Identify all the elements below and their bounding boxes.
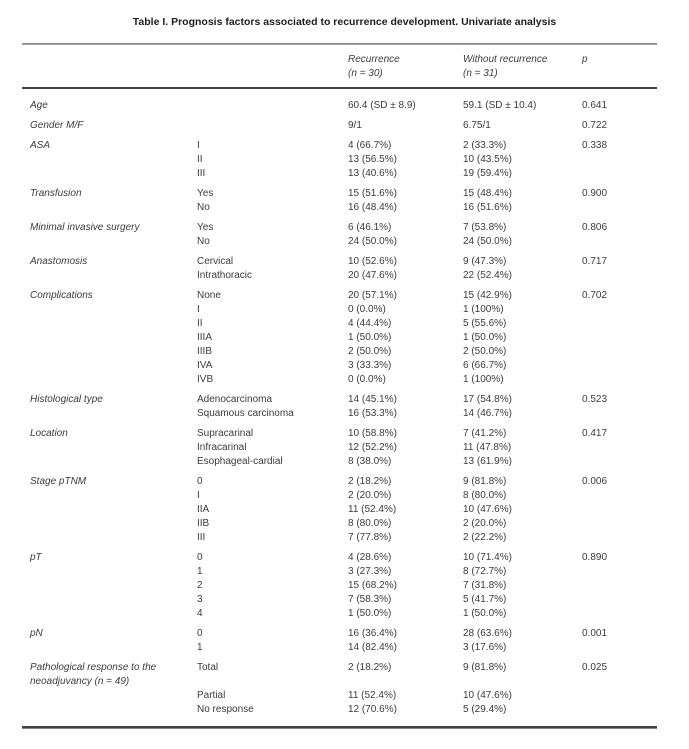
without-recurrence-value-cell: 28 (63.6%) <box>463 628 512 639</box>
without-recurrence-value-cell: 6.75/1 <box>463 120 491 131</box>
recurrence-value-cell: 0 (0.0%) <box>348 304 386 315</box>
category-cell: II <box>197 154 203 165</box>
recurrence-value-cell: 10 (58.8%) <box>348 428 397 439</box>
table-row <box>22 545 657 565</box>
table-body <box>22 88 657 726</box>
without-recurrence-value-cell: 9 (47.3%) <box>463 256 507 267</box>
p-value-cell: 0.001 <box>582 628 608 639</box>
category-cell: Infracarinal <box>197 442 247 453</box>
without-recurrence-value-cell: 1 (100%) <box>463 304 504 315</box>
category-cell: No <box>197 236 210 247</box>
recurrence-value-cell: 12 (70.6%) <box>348 704 397 715</box>
table-row <box>22 215 657 235</box>
table-row <box>22 345 657 359</box>
table-row <box>22 703 657 726</box>
factor-cell <box>22 531 197 545</box>
category-cell: Supracarinal <box>197 428 254 439</box>
p-value-cell <box>582 579 657 593</box>
header-p-cell: p <box>582 45 657 88</box>
factor-cell <box>22 345 197 359</box>
factor-cell: Histological type <box>30 394 103 405</box>
header-recurrence-line1: Recurrence <box>348 54 400 65</box>
recurrence-value-cell: 13 (56.5%) <box>348 154 397 165</box>
recurrence-value-cell: 16 (48.4%) <box>348 202 397 213</box>
header-recurrence-line2: (n = 30) <box>348 68 383 79</box>
factor-cell <box>22 503 197 517</box>
without-recurrence-value-cell: 5 (29.4%) <box>463 704 507 715</box>
table-row <box>22 373 657 387</box>
factor-cell: Stage pTNM <box>30 476 87 487</box>
category-cell: Adenocarcinoma <box>197 394 273 405</box>
without-recurrence-value-cell: 9 (81.8%) <box>463 476 507 487</box>
p-value-cell <box>582 641 657 655</box>
without-recurrence-value-cell: 59.1 (SD ± 10.4) <box>463 100 537 111</box>
category-cell: III <box>197 168 206 179</box>
table-row <box>22 593 657 607</box>
without-recurrence-value-cell: 10 (43.5%) <box>463 154 512 165</box>
p-value-cell: 0.006 <box>582 476 608 487</box>
factor-cell: ASA <box>30 140 51 151</box>
category-cell: III <box>197 532 206 543</box>
without-recurrence-value-cell: 7 (31.8%) <box>463 580 507 591</box>
factor-cell: Minimal invasive surgery <box>30 222 140 233</box>
factor-cell <box>22 407 197 421</box>
p-value-cell <box>582 167 657 181</box>
factor-cell <box>22 235 197 249</box>
without-recurrence-value-cell: 10 (47.6%) <box>463 504 512 515</box>
recurrence-value-cell: 15 (68.2%) <box>348 580 397 591</box>
table-row <box>22 201 657 215</box>
without-recurrence-value-cell: 15 (48.4%) <box>463 188 512 199</box>
factor-cell <box>22 455 197 469</box>
factor-cell <box>22 565 197 579</box>
without-recurrence-value-cell: 16 (51.6%) <box>463 202 512 213</box>
without-recurrence-value-cell: 19 (59.4%) <box>463 168 512 179</box>
without-recurrence-value-cell: 17 (54.8%) <box>463 394 512 405</box>
p-value-cell <box>582 345 657 359</box>
factor-cell <box>22 593 197 607</box>
category-cell: Esophageal-cardial <box>197 456 283 467</box>
category-cell: 4 <box>197 608 203 619</box>
table-row <box>22 317 657 331</box>
category-cell <box>197 113 348 133</box>
without-recurrence-value-cell: 22 (52.4%) <box>463 270 512 281</box>
without-recurrence-value-cell: 7 (53.8%) <box>463 222 507 233</box>
factor-cell: Age <box>30 100 48 111</box>
p-value-cell <box>582 331 657 345</box>
without-recurrence-value-cell: 10 (47.6%) <box>463 690 512 701</box>
without-recurrence-value-cell: 14 (46.7%) <box>463 408 512 419</box>
table-row <box>22 235 657 249</box>
category-cell: IVB <box>197 374 214 385</box>
recurrence-value-cell: 14 (82.4%) <box>348 642 397 653</box>
recurrence-value-cell: 3 (27.3%) <box>348 566 392 577</box>
recurrence-value-cell: 6 (46.1%) <box>348 222 392 233</box>
univariate-analysis-table <box>22 43 657 729</box>
recurrence-value-cell: 11 (52.4%) <box>348 690 397 701</box>
table-row <box>22 153 657 167</box>
category-cell: None <box>197 290 221 301</box>
category-cell: 1 <box>197 566 203 577</box>
table-row <box>22 133 657 153</box>
table-row <box>22 607 657 621</box>
table-row <box>22 517 657 531</box>
table-row <box>22 579 657 593</box>
without-recurrence-value-cell: 2 (33.3%) <box>463 140 507 151</box>
table-row <box>22 503 657 517</box>
table-row <box>22 455 657 469</box>
p-value-cell <box>582 607 657 621</box>
table-row <box>22 359 657 373</box>
without-recurrence-value-cell: 1 (50.0%) <box>463 332 507 343</box>
factor-cell <box>22 359 197 373</box>
header-category-cell <box>197 45 348 88</box>
recurrence-value-cell: 4 (28.6%) <box>348 552 392 563</box>
p-value-cell <box>582 407 657 421</box>
category-cell: 0 <box>197 552 203 563</box>
category-cell: IIA <box>197 504 210 515</box>
category-cell: I <box>197 140 200 151</box>
table-row <box>22 331 657 345</box>
factor-cell <box>22 579 197 593</box>
category-cell: No <box>197 202 210 213</box>
header-without-recurrence-line2: (n = 31) <box>463 68 498 79</box>
category-cell: 0 <box>197 476 203 487</box>
without-recurrence-value-cell: 2 (22.2%) <box>463 532 507 543</box>
p-value-cell <box>582 269 657 283</box>
recurrence-value-cell: 20 (57.1%) <box>348 290 397 301</box>
factor-cell: pT <box>30 552 42 563</box>
paper-table-page <box>0 15 689 729</box>
recurrence-value-cell: 14 (45.1%) <box>348 394 397 405</box>
category-cell: Yes <box>197 222 214 233</box>
p-value-cell <box>582 489 657 503</box>
recurrence-value-cell: 7 (58.3%) <box>348 594 392 605</box>
p-value-cell: 0.806 <box>582 222 608 233</box>
p-value-cell <box>582 201 657 215</box>
p-value-cell: 0.641 <box>582 100 608 111</box>
category-cell: IVA <box>197 360 213 371</box>
recurrence-value-cell: 16 (36.4%) <box>348 628 397 639</box>
recurrence-value-cell: 13 (40.6%) <box>348 168 397 179</box>
recurrence-value-cell: 1 (50.0%) <box>348 332 392 343</box>
factor-cell <box>22 167 197 181</box>
table-title: Table I. Prognosis factors associated to recurrence development. Univariate analysis <box>132 16 557 28</box>
recurrence-value-cell: 7 (77.8%) <box>348 532 392 543</box>
without-recurrence-value-cell: 24 (50.0%) <box>463 236 512 247</box>
table-row <box>22 181 657 201</box>
without-recurrence-value-cell: 1 (50.0%) <box>463 608 507 619</box>
category-cell: Yes <box>197 188 214 199</box>
recurrence-value-cell: 10 (52.6%) <box>348 256 397 267</box>
p-value-cell <box>582 565 657 579</box>
factor-cell <box>22 373 197 387</box>
factor-cell <box>22 517 197 531</box>
p-value-cell: 0.338 <box>582 140 608 151</box>
factor-cell <box>22 269 197 283</box>
table-row <box>22 283 657 303</box>
factor-cell: pN <box>30 628 43 639</box>
factor-cell <box>22 607 197 621</box>
category-cell: I <box>197 304 200 315</box>
p-value-cell: 0.717 <box>582 256 608 267</box>
recurrence-value-cell: 2 (18.2%) <box>348 662 392 673</box>
without-recurrence-value-cell: 15 (42.9%) <box>463 290 512 301</box>
factor-cell <box>22 489 197 503</box>
factor-cell: Anastomosis <box>30 256 88 267</box>
recurrence-value-cell: 2 (50.0%) <box>348 346 392 357</box>
table-row <box>22 407 657 421</box>
p-value-cell <box>582 503 657 517</box>
p-value-cell: 0.025 <box>582 662 608 673</box>
header-factor-cell <box>22 45 197 88</box>
header-recurrence-cell <box>348 45 463 88</box>
recurrence-value-cell: 15 (51.6%) <box>348 188 397 199</box>
without-recurrence-value-cell: 1 (100%) <box>463 374 504 385</box>
recurrence-value-cell: 24 (50.0%) <box>348 236 397 247</box>
header-without-recurrence-cell <box>463 45 582 88</box>
without-recurrence-value-cell: 9 (81.8%) <box>463 662 507 673</box>
p-value-cell: 0.702 <box>582 290 608 301</box>
header-without-recurrence-line1: Without recurrence <box>463 54 548 65</box>
recurrence-value-cell: 12 (52.2%) <box>348 442 397 453</box>
without-recurrence-value-cell: 2 (50.0%) <box>463 346 507 357</box>
table-row <box>22 531 657 545</box>
p-value-cell <box>582 317 657 331</box>
p-value-cell <box>582 531 657 545</box>
p-value-cell <box>582 303 657 317</box>
category-cell: Intrathoracic <box>197 270 253 281</box>
table-row <box>22 689 657 703</box>
factor-cell <box>22 317 197 331</box>
table-row <box>22 621 657 641</box>
category-cell: II <box>197 318 203 329</box>
without-recurrence-value-cell: 5 (55.6%) <box>463 318 507 329</box>
table-row <box>22 421 657 441</box>
category-cell: 0 <box>197 628 203 639</box>
without-recurrence-value-cell: 13 (61.9%) <box>463 456 512 467</box>
category-cell: Cervical <box>197 256 234 267</box>
p-value-cell: 0.417 <box>582 428 608 439</box>
p-value-cell <box>582 703 657 726</box>
table-header <box>22 45 657 88</box>
recurrence-value-cell: 2 (18.2%) <box>348 476 392 487</box>
factor-cell <box>22 641 197 655</box>
without-recurrence-value-cell: 5 (41.7%) <box>463 594 507 605</box>
p-value-cell <box>582 455 657 469</box>
recurrence-value-cell: 16 (53.3%) <box>348 408 397 419</box>
factor-cell: Transfusion <box>30 188 82 199</box>
factor-cell <box>22 689 197 703</box>
without-recurrence-value-cell: 10 (71.4%) <box>463 552 512 563</box>
p-value-cell <box>582 441 657 455</box>
table-row <box>22 441 657 455</box>
category-cell: IIB <box>197 518 210 529</box>
table-row <box>22 249 657 269</box>
category-cell <box>197 88 348 113</box>
recurrence-value-cell: 60.4 (SD ± 8.9) <box>348 100 416 111</box>
table-row <box>22 113 657 133</box>
category-cell: IIIA <box>197 332 213 343</box>
without-recurrence-value-cell: 8 (72.7%) <box>463 566 507 577</box>
data-table <box>22 45 657 726</box>
table-row <box>22 565 657 579</box>
p-value-cell: 0.900 <box>582 188 608 199</box>
without-recurrence-value-cell: 11 (47.8%) <box>463 442 512 453</box>
factor-cell <box>22 153 197 167</box>
category-cell: Partial <box>197 690 226 701</box>
table-row <box>22 641 657 655</box>
table-row <box>22 655 657 689</box>
category-cell: I <box>197 490 200 501</box>
recurrence-value-cell: 2 (20.0%) <box>348 490 392 501</box>
factor-cell <box>22 201 197 215</box>
table-row <box>22 387 657 407</box>
bottom-rule <box>22 726 657 729</box>
recurrence-value-cell: 4 (44.4%) <box>348 318 392 329</box>
recurrence-value-cell: 8 (38.0%) <box>348 456 392 467</box>
category-cell: 1 <box>197 642 203 653</box>
table-row <box>22 269 657 283</box>
without-recurrence-value-cell: 8 (80.0%) <box>463 490 507 501</box>
without-recurrence-value-cell: 7 (41.2%) <box>463 428 507 439</box>
p-value-cell <box>582 689 657 703</box>
p-value-cell <box>582 153 657 167</box>
category-cell: IIIB <box>197 346 213 357</box>
recurrence-value-cell: 0 (0.0%) <box>348 374 386 385</box>
category-cell: No response <box>197 704 254 715</box>
p-value-cell <box>582 235 657 249</box>
p-value-cell: 0.523 <box>582 394 608 405</box>
factor-cell: Pathological response to the neoadjuvancy (n = 49) <box>30 662 157 687</box>
p-value-cell <box>582 373 657 387</box>
p-value-cell: 0.722 <box>582 120 608 131</box>
factor-cell: Gender M/F <box>30 120 84 131</box>
p-value-cell <box>582 517 657 531</box>
recurrence-value-cell: 20 (47.6%) <box>348 270 397 281</box>
without-recurrence-value-cell: 6 (66.7%) <box>463 360 507 371</box>
recurrence-value-cell: 8 (80.0%) <box>348 518 392 529</box>
table-row <box>22 489 657 503</box>
p-value-cell: 0.890 <box>582 552 608 563</box>
table-row <box>22 469 657 489</box>
factor-cell: Location <box>30 428 68 439</box>
p-value-cell <box>582 593 657 607</box>
table-row <box>22 167 657 181</box>
category-cell: Squamous carcinoma <box>197 408 294 419</box>
factor-cell <box>22 441 197 455</box>
header-row <box>22 45 657 88</box>
category-cell: 3 <box>197 594 203 605</box>
factor-cell <box>22 303 197 317</box>
recurrence-value-cell: 3 (33.3%) <box>348 360 392 371</box>
recurrence-value-cell: 11 (52.4%) <box>348 504 397 515</box>
table-row <box>22 88 657 113</box>
without-recurrence-value-cell: 2 (20.0%) <box>463 518 507 529</box>
category-cell: Total <box>197 662 219 673</box>
recurrence-value-cell: 1 (50.0%) <box>348 608 392 619</box>
table-row <box>22 303 657 317</box>
factor-cell <box>22 331 197 345</box>
p-value-cell <box>582 359 657 373</box>
category-cell: 2 <box>197 580 203 591</box>
without-recurrence-value-cell: 3 (17.6%) <box>463 642 507 653</box>
factor-cell: Complications <box>30 290 93 301</box>
factor-cell <box>22 703 197 726</box>
recurrence-value-cell: 9/1 <box>348 120 362 131</box>
recurrence-value-cell: 4 (66.7%) <box>348 140 392 151</box>
